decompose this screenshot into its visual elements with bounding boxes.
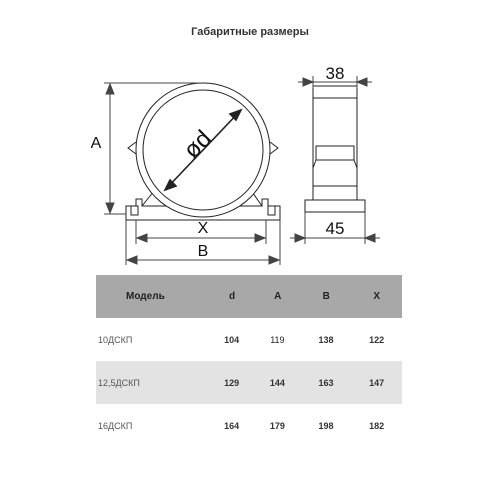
header-b: B (322, 291, 330, 302)
table-row (96, 404, 402, 447)
side-view-clip (316, 146, 354, 160)
diameter-label: ød (178, 125, 218, 165)
x-cell: 122 (369, 334, 385, 345)
model-cell: 16ДСКП (98, 420, 133, 431)
side-view (305, 86, 365, 212)
header-a: A (274, 291, 282, 302)
header-d: d (229, 291, 236, 302)
height-label: A (90, 135, 102, 152)
x-cell: 182 (369, 420, 385, 431)
page-title: Габаритные размеры (191, 26, 309, 38)
front-view-right-clip (270, 142, 278, 154)
b-cell: 138 (318, 334, 334, 345)
model-cell: 12,5ДСКП (98, 377, 140, 388)
b-label: B (197, 243, 209, 260)
d-cell: 104 (224, 334, 240, 345)
side-top-label: 38 (325, 64, 345, 83)
table-row (96, 318, 402, 361)
dimensions-table (96, 275, 402, 447)
d-cell: 164 (224, 420, 240, 431)
model-cell: 10ДСКП (98, 334, 133, 345)
side-view-foot (305, 200, 365, 212)
a-cell: 179 (269, 420, 285, 431)
a-cell: 119 (270, 334, 285, 345)
front-view-left-clip (128, 142, 136, 154)
b-cell: 163 (318, 377, 334, 388)
side-bottom-label: 45 (325, 219, 345, 238)
x-cell: 147 (369, 377, 385, 388)
table-row (96, 361, 402, 404)
d-cell: 129 (224, 377, 240, 388)
header-x: X (373, 291, 381, 302)
header-model: Модель (126, 291, 165, 302)
table-header-row (96, 275, 402, 318)
x-label: X (197, 220, 209, 237)
b-cell: 198 (318, 420, 334, 431)
a-cell: 144 (269, 377, 285, 388)
